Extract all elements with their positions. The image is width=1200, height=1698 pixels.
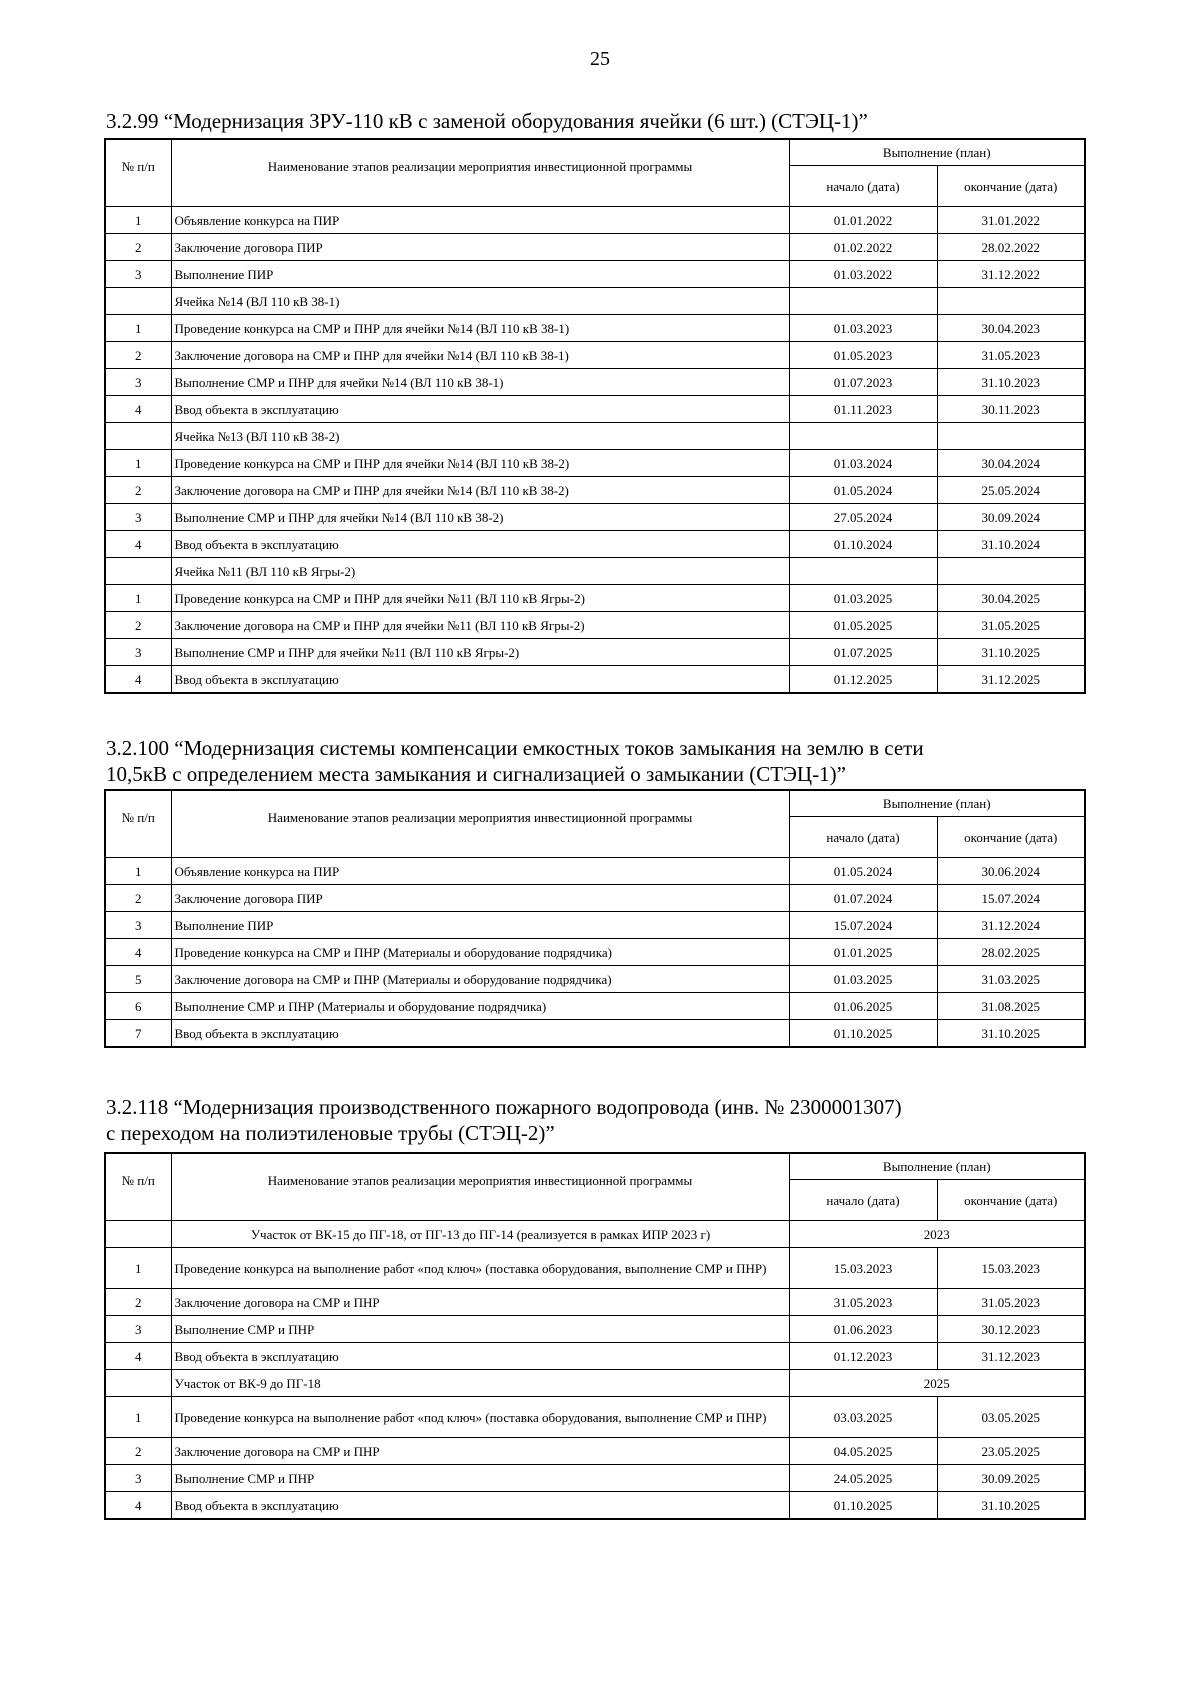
row-start: 01.01.2025 bbox=[789, 939, 937, 966]
table-row bbox=[105, 885, 1085, 912]
row-name: Ввод объекта в эксплуатацию bbox=[171, 1492, 789, 1520]
row-end: 31.10.2025 bbox=[937, 639, 1085, 666]
row-start: 01.06.2025 bbox=[789, 993, 937, 1020]
row-start: 01.07.2023 bbox=[789, 369, 937, 396]
row-name: Выполнение СМР и ПНР для ячейки №11 (ВЛ 110 кВ Ягры-2) bbox=[171, 639, 789, 666]
row-name: Выполнение СМР и ПНР для ячейки №14 (ВЛ 110 кВ 38-2) bbox=[171, 504, 789, 531]
row-end: 28.02.2022 bbox=[937, 234, 1085, 261]
header-num: № п/п bbox=[105, 790, 171, 858]
row-start bbox=[789, 558, 937, 585]
row-start: 01.10.2025 bbox=[789, 1492, 937, 1520]
row-num bbox=[105, 423, 171, 450]
row-start bbox=[789, 423, 937, 450]
row-name: Заключение договора на СМР и ПНР для ячейки №14 (ВЛ 110 кВ 38-1) bbox=[171, 342, 789, 369]
row-num: 2 bbox=[105, 477, 171, 504]
row-end: 31.10.2023 bbox=[937, 369, 1085, 396]
table-row bbox=[105, 1397, 1085, 1438]
row-name: Ячейка №13 (ВЛ 110 кВ 38-2) bbox=[171, 423, 789, 450]
group-year: 2025 bbox=[789, 1370, 1085, 1397]
row-name: Ячейка №11 (ВЛ 110 кВ Ягры-2) bbox=[171, 558, 789, 585]
header-name: Наименование этапов реализации мероприятия инвестиционной программы bbox=[171, 139, 789, 207]
row-num: 3 bbox=[105, 639, 171, 666]
row-name: Проведение конкурса на выполнение работ «под ключ» (поставка оборудования, выполнение СМР и ПНР) bbox=[171, 1248, 789, 1289]
row-num: 4 bbox=[105, 531, 171, 558]
row-num: 2 bbox=[105, 612, 171, 639]
row-num: 4 bbox=[105, 396, 171, 423]
group-name: Участок от ВК-15 до ПГ-18, от ПГ-13 до ПГ-14 (реализуется в рамках ИПР 2023 г) bbox=[171, 1221, 789, 1248]
row-end: 31.10.2024 bbox=[937, 531, 1085, 558]
row-num: 1 bbox=[105, 207, 171, 234]
section-title-line-2: с переходом на полиэтиленовые трубы (СТЭЦ-2)” bbox=[106, 1121, 555, 1145]
table-row bbox=[105, 342, 1085, 369]
row-num: 4 bbox=[105, 666, 171, 694]
table-row bbox=[105, 1248, 1085, 1289]
header-name: Наименование этапов реализации мероприятия инвестиционной программы bbox=[171, 790, 789, 858]
row-end: 30.04.2025 bbox=[937, 585, 1085, 612]
header-start: начало (дата) bbox=[789, 1180, 937, 1221]
row-name: Ввод объекта в эксплуатацию bbox=[171, 1020, 789, 1048]
row-num: 3 bbox=[105, 369, 171, 396]
row-start: 27.05.2024 bbox=[789, 504, 937, 531]
row-end: 30.09.2024 bbox=[937, 504, 1085, 531]
row-end: 28.02.2025 bbox=[937, 939, 1085, 966]
row-start: 03.03.2025 bbox=[789, 1397, 937, 1438]
row-num: 2 bbox=[105, 1289, 171, 1316]
row-name: Заключение договора на СМР и ПНР для ячейки №14 (ВЛ 110 кВ 38-2) bbox=[171, 477, 789, 504]
row-name: Выполнение СМР и ПНР bbox=[171, 1316, 789, 1343]
row-end: 31.03.2025 bbox=[937, 966, 1085, 993]
row-start: 01.03.2025 bbox=[789, 966, 937, 993]
table-group-row bbox=[105, 1370, 1085, 1397]
row-num: 5 bbox=[105, 966, 171, 993]
row-num: 7 bbox=[105, 1020, 171, 1048]
row-name: Заключение договора на СМР и ПНР для ячейки №11 (ВЛ 110 кВ Ягры-2) bbox=[171, 612, 789, 639]
row-end: 30.04.2023 bbox=[937, 315, 1085, 342]
table-group-row bbox=[105, 1221, 1085, 1248]
row-start: 15.03.2023 bbox=[789, 1248, 937, 1289]
schedule-table bbox=[104, 138, 1086, 694]
table-row bbox=[105, 1316, 1085, 1343]
row-start: 01.05.2024 bbox=[789, 858, 937, 885]
row-end: 15.03.2023 bbox=[937, 1248, 1085, 1289]
header-name: Наименование этапов реализации мероприятия инвестиционной программы bbox=[171, 1153, 789, 1221]
row-num: 6 bbox=[105, 993, 171, 1020]
section-title-line-2: 10,5кВ с определением места замыкания и сигнализацией о замыкании (СТЭЦ-1)” bbox=[106, 762, 846, 786]
row-start: 01.03.2023 bbox=[789, 315, 937, 342]
row-start: 01.02.2022 bbox=[789, 234, 937, 261]
row-num: 1 bbox=[105, 315, 171, 342]
section-title bbox=[106, 735, 1084, 787]
row-end: 31.05.2025 bbox=[937, 612, 1085, 639]
row-start: 01.05.2025 bbox=[789, 612, 937, 639]
section-title-line-1: 3.2.100 “Модернизация системы компенсации емкостных токов замыкания на землю в сети bbox=[106, 736, 924, 760]
table-row bbox=[105, 1020, 1085, 1048]
row-end: 31.12.2024 bbox=[937, 912, 1085, 939]
row-start: 04.05.2025 bbox=[789, 1438, 937, 1465]
row-name: Заключение договора на СМР и ПНР bbox=[171, 1438, 789, 1465]
section-3-2-99 bbox=[104, 108, 1084, 694]
row-start: 01.03.2025 bbox=[789, 585, 937, 612]
row-end: 31.10.2025 bbox=[937, 1020, 1085, 1048]
row-end: 31.08.2025 bbox=[937, 993, 1085, 1020]
row-num: 3 bbox=[105, 1465, 171, 1492]
table-row bbox=[105, 207, 1085, 234]
row-num: 3 bbox=[105, 1316, 171, 1343]
row-end: 30.04.2024 bbox=[937, 450, 1085, 477]
row-end: 30.09.2025 bbox=[937, 1465, 1085, 1492]
table-row bbox=[105, 939, 1085, 966]
row-name: Заключение договора ПИР bbox=[171, 885, 789, 912]
row-start: 01.12.2023 bbox=[789, 1343, 937, 1370]
row-num: 3 bbox=[105, 504, 171, 531]
row-name: Объявление конкурса на ПИР bbox=[171, 858, 789, 885]
row-end: 31.12.2025 bbox=[937, 666, 1085, 694]
row-name: Выполнение СМР и ПНР bbox=[171, 1465, 789, 1492]
header-end: окончание (дата) bbox=[937, 817, 1085, 858]
row-end: 15.07.2024 bbox=[937, 885, 1085, 912]
table-row bbox=[105, 396, 1085, 423]
table-row bbox=[105, 1438, 1085, 1465]
row-end bbox=[937, 423, 1085, 450]
row-name: Заключение договора на СМР и ПНР (Материалы и оборудование подрядчика) bbox=[171, 966, 789, 993]
row-start: 01.07.2025 bbox=[789, 639, 937, 666]
group-year: 2023 bbox=[789, 1221, 1085, 1248]
row-num: 1 bbox=[105, 858, 171, 885]
table-row bbox=[105, 966, 1085, 993]
page-number: 25 bbox=[590, 48, 610, 70]
row-end: 31.01.2022 bbox=[937, 207, 1085, 234]
row-num: 1 bbox=[105, 585, 171, 612]
row-end: 23.05.2025 bbox=[937, 1438, 1085, 1465]
row-end: 31.05.2023 bbox=[937, 1289, 1085, 1316]
table-row bbox=[105, 1465, 1085, 1492]
row-name: Заключение договора ПИР bbox=[171, 234, 789, 261]
row-start: 15.07.2024 bbox=[789, 912, 937, 939]
table-row bbox=[105, 1492, 1085, 1520]
row-start: 01.03.2022 bbox=[789, 261, 937, 288]
table-row bbox=[105, 993, 1085, 1020]
table-group-row bbox=[105, 288, 1085, 315]
row-start: 01.05.2024 bbox=[789, 477, 937, 504]
table-row bbox=[105, 504, 1085, 531]
table-row bbox=[105, 612, 1085, 639]
row-num: 2 bbox=[105, 234, 171, 261]
row-num bbox=[105, 558, 171, 585]
section-title-line-1: 3.2.118 “Модернизация производственного пожарного водопровода (инв. № 2300001307) bbox=[106, 1095, 902, 1119]
row-num: 1 bbox=[105, 450, 171, 477]
table-row bbox=[105, 450, 1085, 477]
row-num bbox=[105, 1370, 171, 1397]
row-start: 01.01.2022 bbox=[789, 207, 937, 234]
row-name: Проведение конкурса на СМР и ПНР для ячейки №14 (ВЛ 110 кВ 38-2) bbox=[171, 450, 789, 477]
row-start: 24.05.2025 bbox=[789, 1465, 937, 1492]
row-num: 2 bbox=[105, 885, 171, 912]
row-end: 31.10.2025 bbox=[937, 1492, 1085, 1520]
table-row bbox=[105, 1289, 1085, 1316]
section-3-2-100 bbox=[104, 735, 1084, 1048]
row-end bbox=[937, 558, 1085, 585]
row-name: Ввод объекта в эксплуатацию bbox=[171, 666, 789, 694]
row-num: 1 bbox=[105, 1397, 171, 1438]
row-name: Проведение конкурса на выполнение работ «под ключ» (поставка оборудования, выполнение СМР и ПНР) bbox=[171, 1397, 789, 1438]
group-name: Участок от ВК-9 до ПГ-18 bbox=[171, 1370, 789, 1397]
table-row bbox=[105, 315, 1085, 342]
table-row bbox=[105, 234, 1085, 261]
row-num bbox=[105, 1221, 171, 1248]
header-plan: Выполнение (план) bbox=[789, 1153, 1085, 1180]
row-name: Проведение конкурса на СМР и ПНР для ячейки №14 (ВЛ 110 кВ 38-1) bbox=[171, 315, 789, 342]
row-name: Проведение конкурса на СМР и ПНР для ячейки №11 (ВЛ 110 кВ Ягры-2) bbox=[171, 585, 789, 612]
row-num: 1 bbox=[105, 1248, 171, 1289]
header-end: окончание (дата) bbox=[937, 166, 1085, 207]
table-row bbox=[105, 639, 1085, 666]
row-end: 31.12.2022 bbox=[937, 261, 1085, 288]
row-end: 30.12.2023 bbox=[937, 1316, 1085, 1343]
row-end: 25.05.2024 bbox=[937, 477, 1085, 504]
table-row bbox=[105, 369, 1085, 396]
row-num: 3 bbox=[105, 261, 171, 288]
row-end: 30.11.2023 bbox=[937, 396, 1085, 423]
table-row bbox=[105, 666, 1085, 694]
row-num bbox=[105, 288, 171, 315]
table-row bbox=[105, 1343, 1085, 1370]
row-name: Выполнение ПИР bbox=[171, 261, 789, 288]
section-title bbox=[106, 1094, 1084, 1146]
header-start: начало (дата) bbox=[789, 817, 937, 858]
table-row bbox=[105, 858, 1085, 885]
row-name: Объявление конкурса на ПИР bbox=[171, 207, 789, 234]
header-start: начало (дата) bbox=[789, 166, 937, 207]
table-group-row bbox=[105, 558, 1085, 585]
table-group-row bbox=[105, 423, 1085, 450]
header-num: № п/п bbox=[105, 1153, 171, 1221]
table-row bbox=[105, 531, 1085, 558]
row-start: 01.07.2024 bbox=[789, 885, 937, 912]
row-num: 2 bbox=[105, 342, 171, 369]
section-title: 3.2.99 “Модернизация ЗРУ-110 кВ с заменой оборудования ячейки (6 шт.) (СТЭЦ-1)” bbox=[106, 109, 868, 133]
row-start: 01.11.2023 bbox=[789, 396, 937, 423]
section-3-2-118 bbox=[104, 1094, 1084, 1520]
row-name: Выполнение СМР и ПНР для ячейки №14 (ВЛ 110 кВ 38-1) bbox=[171, 369, 789, 396]
schedule-table bbox=[104, 789, 1086, 1048]
row-start: 01.12.2025 bbox=[789, 666, 937, 694]
row-end: 31.05.2023 bbox=[937, 342, 1085, 369]
header-num: № п/п bbox=[105, 139, 171, 207]
row-name: Ввод объекта в эксплуатацию bbox=[171, 396, 789, 423]
row-name: Ввод объекта в эксплуатацию bbox=[171, 531, 789, 558]
row-start: 01.06.2023 bbox=[789, 1316, 937, 1343]
row-name: Ячейка №14 (ВЛ 110 кВ 38-1) bbox=[171, 288, 789, 315]
row-start: 01.03.2024 bbox=[789, 450, 937, 477]
row-start: 01.05.2023 bbox=[789, 342, 937, 369]
row-num: 4 bbox=[105, 939, 171, 966]
row-name: Ввод объекта в эксплуатацию bbox=[171, 1343, 789, 1370]
row-num: 4 bbox=[105, 1492, 171, 1520]
row-end: 03.05.2025 bbox=[937, 1397, 1085, 1438]
table-row bbox=[105, 261, 1085, 288]
row-name: Заключение договора на СМР и ПНР bbox=[171, 1289, 789, 1316]
row-start: 31.05.2023 bbox=[789, 1289, 937, 1316]
row-end: 31.12.2023 bbox=[937, 1343, 1085, 1370]
header-plan: Выполнение (план) bbox=[789, 139, 1085, 166]
table-row bbox=[105, 585, 1085, 612]
row-num: 4 bbox=[105, 1343, 171, 1370]
row-end bbox=[937, 288, 1085, 315]
table-row bbox=[105, 912, 1085, 939]
row-start: 01.10.2024 bbox=[789, 531, 937, 558]
table-row bbox=[105, 477, 1085, 504]
header-plan: Выполнение (план) bbox=[789, 790, 1085, 817]
row-name: Выполнение ПИР bbox=[171, 912, 789, 939]
row-end: 30.06.2024 bbox=[937, 858, 1085, 885]
row-num: 2 bbox=[105, 1438, 171, 1465]
row-name: Проведение конкурса на СМР и ПНР (Материалы и оборудование подрядчика) bbox=[171, 939, 789, 966]
row-start: 01.10.2025 bbox=[789, 1020, 937, 1048]
row-start bbox=[789, 288, 937, 315]
row-num: 3 bbox=[105, 912, 171, 939]
header-end: окончание (дата) bbox=[937, 1180, 1085, 1221]
schedule-table bbox=[104, 1152, 1086, 1520]
row-name: Выполнение СМР и ПНР (Материалы и оборудование подрядчика) bbox=[171, 993, 789, 1020]
